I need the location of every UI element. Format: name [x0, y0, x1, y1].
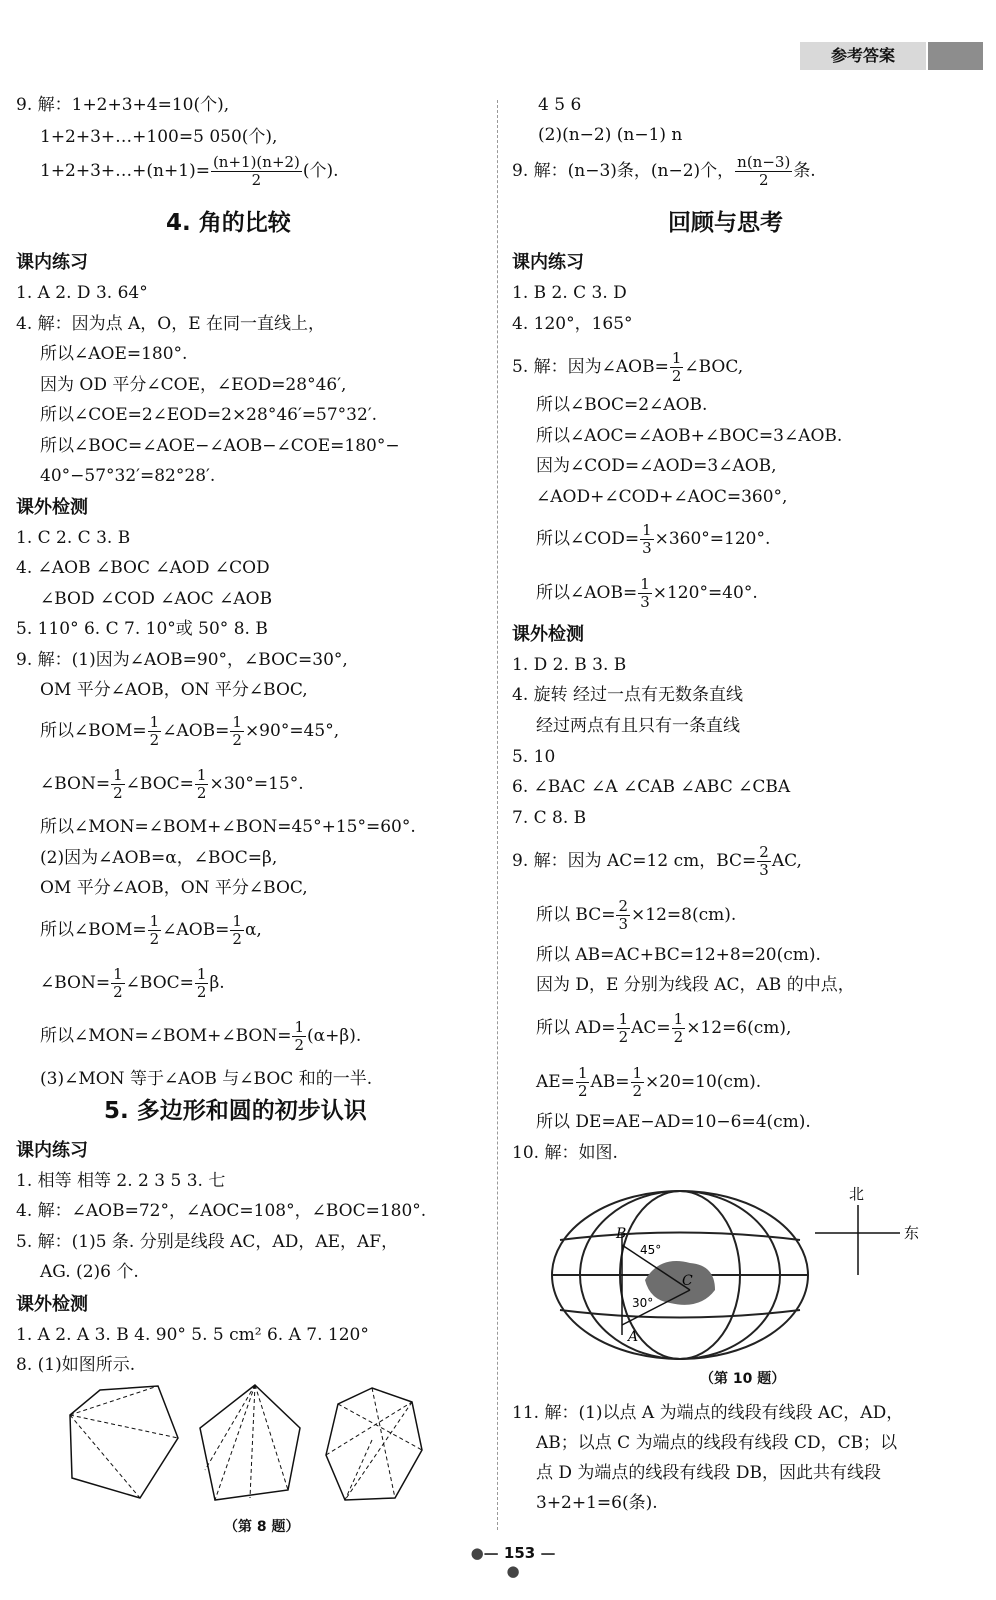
answer-line: 1+2+3+…+(n+1)= $\frac{(n+1)(n+2)}{2}$ (个).: [40, 153, 339, 189]
answer-line: 所以∠BOM= $\frac{1}{2}$ ∠AOB= $\frac{1}{2}$ ×90°=45°,: [40, 713, 340, 749]
answer-line: 11. 解：(1)以点 A 为端点的线段有线段 AC，AD，: [512, 1403, 904, 1423]
compass-east: 东: [904, 1224, 920, 1242]
answer-line: 6. ∠BAC ∠A ∠CAB ∠ABC ∠CBA: [512, 777, 791, 797]
figure-10-globe: [550, 1185, 950, 1365]
polygon-3: [326, 1388, 422, 1500]
answer-line: 1+2+3+…+100=5 050(个),: [40, 127, 278, 147]
answer-line: 9. 解：(1)因为∠AOB=90°，∠BOC=30°,: [16, 650, 348, 670]
header-bar: [928, 42, 983, 70]
answer-line: OM 平分∠AOB，ON 平分∠BOC,: [40, 680, 308, 700]
header-tab: 参考答案: [800, 42, 926, 70]
answer-line: 所以∠AOE=180°.: [40, 344, 188, 364]
answer-line: 点 D 为端点的线段有线段 DB，因此共有线段: [536, 1463, 881, 1483]
answer-line: 3+2+1=6(条).: [536, 1493, 658, 1513]
answer-line: 所以 DE=AE−AD=10−6=4(cm).: [536, 1112, 811, 1132]
label-a: A: [628, 1329, 639, 1345]
section-title: 回顾与思考: [668, 210, 783, 236]
answer-line: 40°−57°32′=82°28′.: [40, 466, 216, 486]
answer-line: 所以∠AOC=∠AOB+∠BOC=3∠AOB.: [536, 426, 843, 446]
angle-45: 45°: [640, 1243, 662, 1257]
section-title: 5. 多边形和圆的初步认识: [104, 1098, 367, 1124]
answer-line: 1. 相等 相等 2. 2 3 5 3. 七: [16, 1171, 226, 1191]
answer-line: 1. B 2. C 3. D: [512, 283, 627, 303]
answer-line: AB；以点 C 为端点的线段有线段 CD，CB；以: [536, 1433, 898, 1453]
answer-line: 所以∠COD= $\frac{1}{3}$ ×360°=120°.: [536, 521, 771, 557]
answer-line: 1. A 2. A 3. B 4. 90° 5. 5 cm² 6. A 7. 120°: [16, 1325, 369, 1345]
figure-8-polygons: [60, 1380, 470, 1510]
answer-line: 1. C 2. C 3. B: [16, 528, 131, 548]
answer-line: 1. A 2. D 3. 64°: [16, 283, 148, 303]
answer-line: 所以∠BOC=2∠AOB.: [536, 395, 708, 415]
answer-line: ∠BON= $\frac{1}{2}$ ∠BOC= $\frac{1}{2}$ β.: [40, 965, 225, 1001]
answer-line: 因为 D，E 分别为线段 AC，AB 的中点，: [536, 975, 855, 995]
answer-line: OM 平分∠AOB，ON 平分∠BOC,: [40, 878, 308, 898]
answer-line: 4. ∠AOB ∠BOC ∠AOD ∠COD: [16, 558, 270, 578]
answer-line: 所以∠BOM= $\frac{1}{2}$ ∠AOB= $\frac{1}{2}$ α,: [40, 912, 262, 948]
answer-line: 所以∠AOB= $\frac{1}{3}$ ×120°=40°.: [536, 575, 758, 611]
polygon-2: [200, 1385, 300, 1500]
compass-rose: [815, 1205, 900, 1275]
section-title: 4. 角的比较: [166, 210, 291, 236]
answer-line: ∠AOD+∠COD+∠AOC=360°,: [536, 487, 788, 507]
answer-line: AE= $\frac{1}{2}$ AB= $\frac{1}{2}$ ×20=10(cm).: [536, 1064, 762, 1100]
answer-line: 8. (1)如图所示.: [16, 1355, 136, 1375]
answer-line: 所以 AB=AC+BC=12+8=20(cm).: [536, 945, 821, 965]
answer-line: 所以∠MON=∠BOM+∠BON= $\frac{1}{2}$ (α+β).: [40, 1018, 362, 1054]
answer-line: 所以 AD= $\frac{1}{2}$ AC= $\frac{1}{2}$ ×12=6(cm),: [536, 1010, 792, 1046]
figure-8-caption: （第 8 题）: [224, 1519, 300, 1535]
subsection-heading: 课外检测: [16, 1294, 88, 1315]
answer-line: 9. 解：因为 AC=12 cm，BC= $\frac{2}{3}$ AC,: [512, 843, 802, 879]
polygon-1: [70, 1386, 178, 1498]
subsection-heading: 课外检测: [512, 624, 584, 645]
answer-line: (3)∠MON 等于∠AOB 与∠BOC 和的一半.: [40, 1069, 373, 1089]
answer-line: (2)(n−2) (n−1) n: [538, 125, 683, 145]
figure-10-caption: （第 10 题）: [700, 1371, 786, 1387]
answer-line: 9. 解：1+2+3+4=10(个),: [16, 95, 230, 115]
answer-line: 9. 解：(n−3)条，(n−2)个， $\frac{n(n-3)}{2}$ 条.: [512, 153, 816, 189]
answer-line: ∠BON= $\frac{1}{2}$ ∠BOC= $\frac{1}{2}$ ×30°=15°.: [40, 766, 304, 802]
subsection-heading: 课外检测: [16, 497, 88, 518]
column-divider: [497, 100, 498, 1530]
answer-line: 7. C 8. B: [512, 808, 587, 828]
answer-line: 5. 10: [512, 747, 556, 767]
answer-line: 10. 解：如图.: [512, 1143, 618, 1163]
subsection-heading: 课内练习: [16, 1140, 88, 1161]
answer-line: AG. (2)6 个.: [40, 1262, 139, 1282]
answer-line: (2)因为∠AOB=α，∠BOC=β,: [40, 848, 278, 868]
answer-line: 5. 解：(1)5 条. 分别是线段 AC，AD，AE，AF，: [16, 1232, 399, 1252]
answer-line: 4 5 6: [538, 95, 582, 115]
answer-line: 1. D 2. B 3. B: [512, 655, 627, 675]
page-number: ●— 153 —●: [470, 1544, 556, 1580]
label-c: C: [682, 1273, 693, 1289]
answer-line: 所以∠BOC=∠AOE−∠AOB−∠COE=180°−: [40, 436, 400, 456]
subsection-heading: 课内练习: [16, 252, 88, 273]
subsection-heading: 课内练习: [512, 252, 584, 273]
answer-line: ∠BOD ∠COD ∠AOC ∠AOB: [40, 589, 273, 609]
angle-30: 30°: [632, 1296, 654, 1310]
answer-line: 5. 解：因为∠AOB= $\frac{1}{2}$ ∠BOC,: [512, 349, 744, 385]
answer-line: 经过两点有且只有一条直线: [536, 716, 740, 736]
answer-line: 4. 解：因为点 A，O，E 在同一直线上，: [16, 314, 326, 334]
answer-line: 所以∠MON=∠BOM+∠BON=45°+15°=60°.: [40, 817, 416, 837]
answer-line: 5. 110° 6. C 7. 10°或 50° 8. B: [16, 619, 268, 639]
answer-line: 4. 解：∠AOB=72°，∠AOC=108°，∠BOC=180°.: [16, 1201, 427, 1221]
compass-north: 北: [849, 1185, 865, 1203]
answer-line: 4. 120°，165°: [512, 314, 633, 334]
label-b: B: [616, 1226, 627, 1242]
answer-line: 4. 旋转 经过一点有无数条直线: [512, 685, 744, 705]
answer-line: 因为∠COD=∠AOD=3∠AOB,: [536, 456, 777, 476]
answer-line: 因为 OD 平分∠COE，∠EOD=28°46′,: [40, 375, 347, 395]
answer-line: 所以 BC= $\frac{2}{3}$ ×12=8(cm).: [536, 897, 737, 933]
answer-line: 所以∠COE=2∠EOD=2×28°46′=57°32′.: [40, 405, 378, 425]
